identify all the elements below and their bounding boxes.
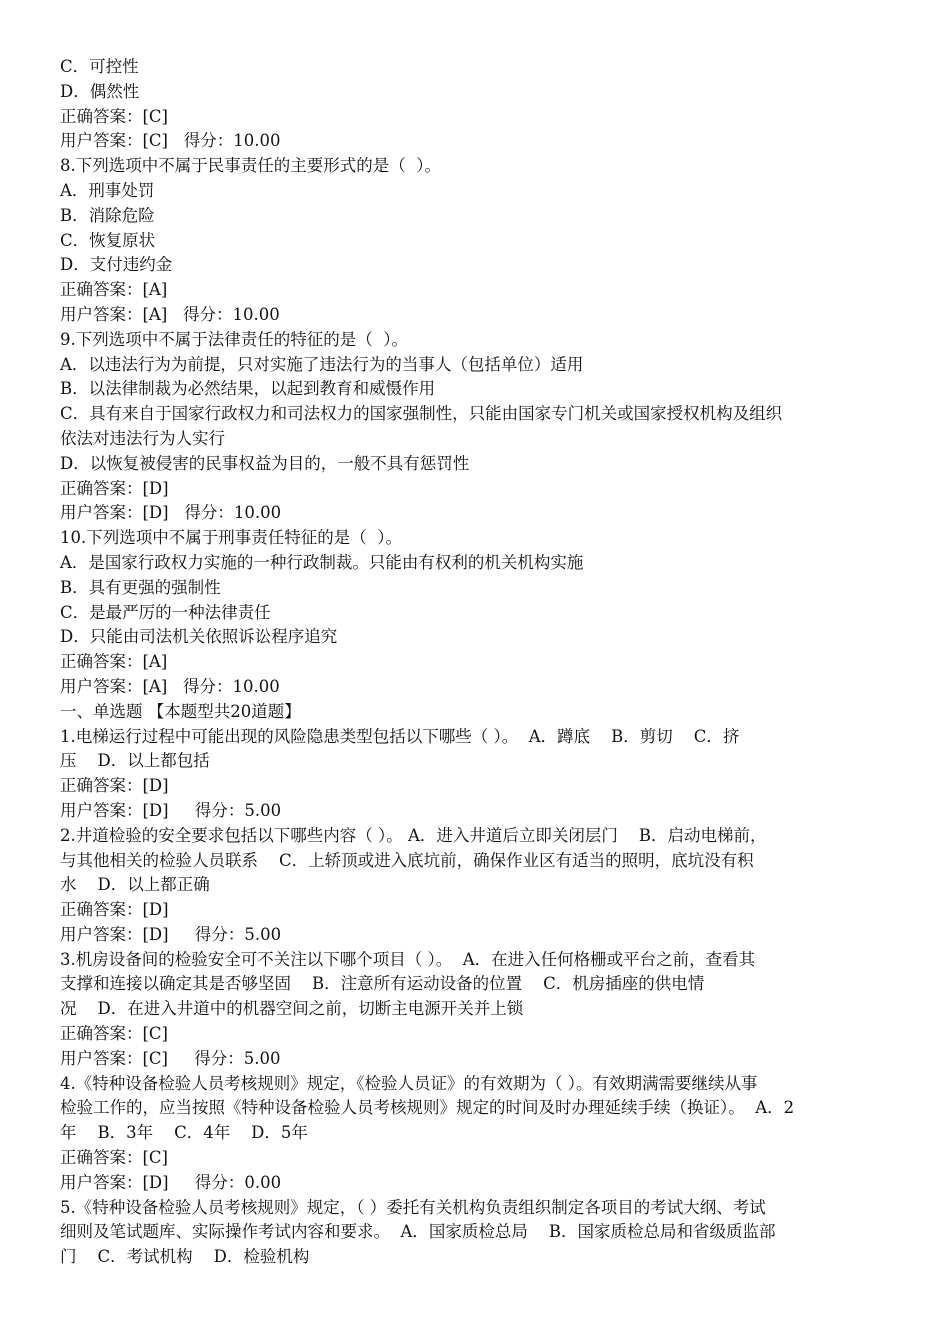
user-answer-score: 用户答案：[A] 得分：10.00 <box>60 676 280 696</box>
sc-question-1: 1.电梯运行过程中可能出现的风险隐患类型包括以下哪些（ ）。 A．蹲底 B．剪切 C．挤 <box>60 726 740 746</box>
sc-question-4-continued: 检验工作的，应当按照《特种设备检验人员考核规则》规定的时间及时办理延续手续（换证）。 A．2 <box>60 1098 795 1118</box>
correct-answer: 正确答案：[D] <box>60 900 169 920</box>
correct-answer: 正确答案：[C] <box>60 1024 168 1044</box>
correct-answer: 正确答案：[C] <box>60 1148 168 1168</box>
option-b: B．具有更强的强制性 <box>60 577 221 597</box>
option-b: B．以法律制裁为必然结果，以起到教育和威慑作用 <box>60 379 436 399</box>
option-d: D．支付违约金 <box>60 255 173 275</box>
user-answer-score: 用户答案：[D] 得分：5.00 <box>60 924 282 944</box>
sc-question-4-continued: 年 B．3年 C．4年 D．5年 <box>60 1123 308 1143</box>
option-c: C．恢复原状 <box>60 230 156 250</box>
correct-answer: 正确答案：[A] <box>60 280 168 300</box>
option-d: D．只能由司法机关依照诉讼程序追究 <box>60 627 338 647</box>
option-a: A．刑事处罚 <box>60 180 155 200</box>
sc-question-3-continued: 况 D．在进入井道中的机器空间之前，切断主电源开关并上锁 <box>60 999 524 1019</box>
sc-question-2-continued: 水 D．以上都正确 <box>60 875 210 895</box>
option-c: C．可控性 <box>60 57 139 76</box>
sc-question-3-continued: 支撑和连接以确定其是否够坚固 B．注意所有运动设备的位置 C．机房插座的供电情 <box>60 974 705 994</box>
option-a: A．以违法行为为前提，只对实施了违法行为的当事人（包括单位）适用 <box>60 354 584 374</box>
option-c-continued: 依法对违法行为人实行 <box>60 428 225 448</box>
sc-question-4: 4.《特种设备检验人员考核规则》规定，《检验人员证》的有效期为（ ）。有效期满需要继续从事 <box>60 1073 758 1093</box>
user-answer-score: 用户答案：[C] 得分：5.00 <box>60 1048 281 1068</box>
sc-question-5-continued: 门 C．考试机构 D．检验机构 <box>60 1247 310 1267</box>
question-9: 9.下列选项中不属于法律责任的特征的是（ ）。 <box>60 329 408 349</box>
sc-question-5: 5.《特种设备检验人员考核规则》规定，（ ）委托有关机构负责组织制定各项目的考试大纲、考试 <box>60 1197 766 1217</box>
correct-answer: 正确答案：[C] <box>60 106 168 126</box>
option-d: D．偶然性 <box>60 81 140 101</box>
option-d: D．以恢复被侵害的民事权益为目的，一般不具有惩罚性 <box>60 453 470 473</box>
option-c: C．具有来自于国家行政权力和司法权力的国家强制性，只能由国家专门机关或国家授权机构及组织 <box>60 404 783 424</box>
option-b: B．消除危险 <box>60 205 155 225</box>
option-a: A．是国家行政权力实施的一种行政制裁。只能由有权利的机关机构实施 <box>60 552 584 572</box>
sc-question-2: 2.井道检验的安全要求包括以下哪些内容（ ）。 A．进入井道后立即关闭层门 B．启动电梯前， <box>60 825 767 845</box>
sc-question-1-continued: 压 D．以上都包括 <box>60 751 210 771</box>
user-answer-score: 用户答案：[D] 得分：5.00 <box>60 800 282 820</box>
option-c: C．是最严厉的一种法律责任 <box>60 602 271 622</box>
sc-question-3: 3.机房设备间的检验安全可不关注以下哪个项目（ ）。 A．在进入任何格栅或平台之前，查看其 <box>60 949 756 969</box>
user-answer-score: 用户答案：[D] 得分：0.00 <box>60 1172 282 1192</box>
sc-question-2-continued: 与其他相关的检验人员联系 C．上轿顶或进入底坑前，确保作业区有适当的照明，底坑没有积 <box>60 850 754 870</box>
correct-answer: 正确答案：[D] <box>60 478 169 498</box>
sc-question-5-continued: 细则及笔试题库、实际操作考试内容和要求。 A．国家质检总局 B．国家质检总局和省级质监部 <box>60 1222 776 1242</box>
section-heading: 一、单选题 【本题型共20道题】 <box>60 701 301 721</box>
correct-answer: 正确答案：[A] <box>60 652 168 672</box>
user-answer-score: 用户答案：[A] 得分：10.00 <box>60 304 280 324</box>
user-answer-score: 用户答案：[D] 得分：10.00 <box>60 503 282 523</box>
question-8: 8.下列选项中不属于民事责任的主要形式的是（ ）。 <box>60 156 441 176</box>
user-answer-score: 用户答案：[C] 得分：10.00 <box>60 131 281 151</box>
question-10: 10.下列选项中不属于刑事责任特征的是（ ）。 <box>60 528 402 548</box>
correct-answer: 正确答案：[D] <box>60 776 169 796</box>
